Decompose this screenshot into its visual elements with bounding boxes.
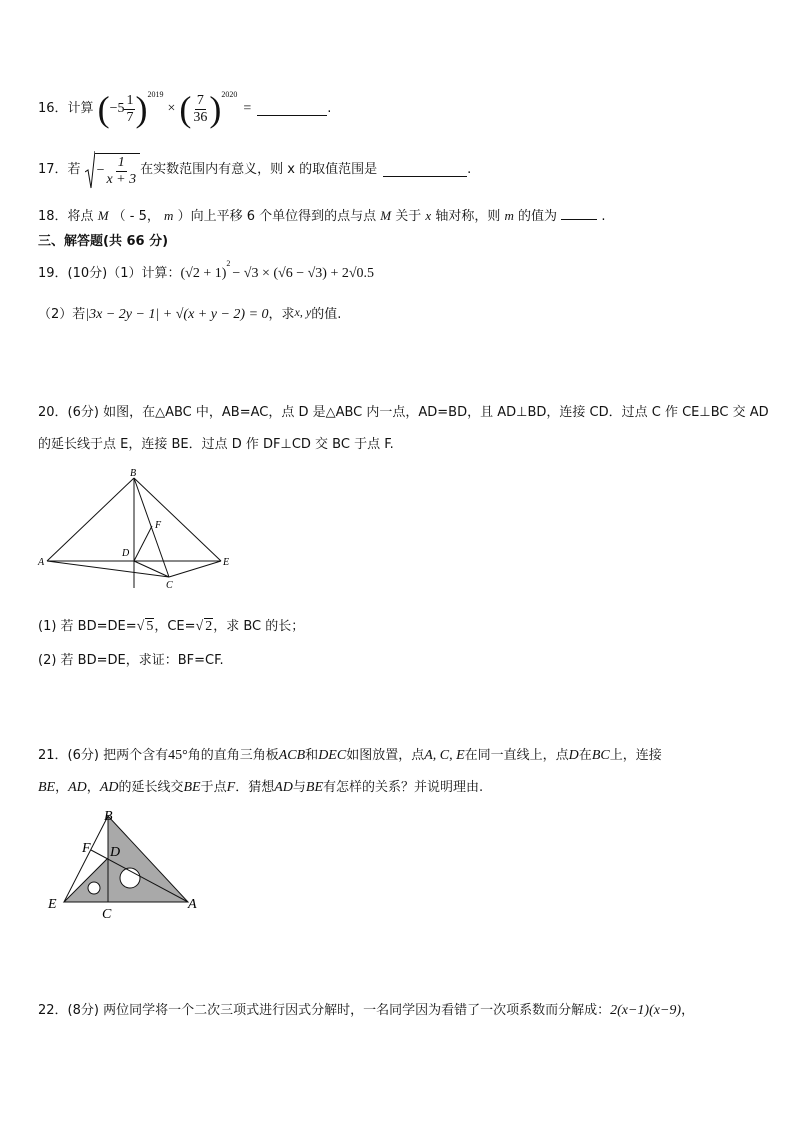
q17-number: 17．: [38, 162, 68, 177]
q20-subquestion-1: [38, 618, 304, 635]
q19-expr-b: − √3 × (√6 − √3) + 2√0.5: [232, 266, 375, 281]
q16-prefix: 计算: [67, 101, 94, 116]
q20-segment-df: [134, 526, 152, 561]
q20-sub1-a: (1) 若 BD=DE=: [38, 618, 137, 634]
q21-f: F: [226, 780, 236, 795]
q21-l1-a: 21．(6分) 把两个含有: [38, 748, 169, 763]
q21-triangle-dec: [64, 858, 108, 902]
q21-d: D: [568, 748, 579, 763]
q16-rparen1: ): [135, 89, 148, 129]
q18-text-a: 18．将点: [38, 209, 94, 224]
question-22: [38, 1003, 694, 1019]
q16-end: .: [327, 101, 332, 116]
q19-line2-prefix: （2）若: [38, 307, 86, 322]
q20-segment-ab: [47, 478, 134, 561]
q21-l1-f: 在: [578, 748, 592, 763]
q18-text-d: 关于: [395, 209, 422, 224]
q21-figure: [44, 806, 204, 922]
q18-answer-blank: [561, 207, 597, 220]
q21-label-f: F: [82, 841, 91, 856]
q21-dec: DEC: [318, 748, 347, 763]
q21-l1-c: 和: [305, 748, 319, 763]
q21-l1-b: 角的直角三角板: [187, 748, 279, 763]
q21-label-b: B: [104, 809, 113, 824]
q21-l1-e: 在同一直线上，点: [464, 748, 569, 763]
q20-segment-ce: [169, 561, 221, 577]
q22-end: ，: [681, 1003, 695, 1018]
q22-expression: 2(x−1)(x−9): [610, 1003, 682, 1018]
q19-expr-a: (√2 + 1): [180, 266, 227, 281]
q21-label-a: A: [188, 897, 197, 912]
q16-rparen2: ): [209, 89, 222, 129]
q21-bc: BC: [591, 748, 610, 763]
q21-be2: BE: [183, 780, 201, 795]
q16-times: ×: [167, 101, 176, 116]
q19-vars: x, y: [294, 305, 312, 319]
q18-text-c: ）向上平移 6 个单位得到的点与点: [177, 209, 377, 224]
q16-exponent-1: 2019: [147, 90, 164, 99]
q16-equals: =: [243, 101, 252, 116]
q17-answer-blank: [383, 164, 467, 177]
q16-answer-blank: [257, 103, 327, 116]
q20-figure: [34, 466, 234, 596]
q21-l1-d: 如图放置，点: [346, 748, 425, 763]
question-18: [38, 207, 605, 225]
q18-text-e: 轴对称，则: [435, 209, 501, 224]
q17-prefix: 若: [67, 162, 81, 177]
q20-sqrt-5: √ 5: [136, 619, 154, 634]
q16-number: 16．: [38, 101, 68, 116]
q17-minus: −: [96, 163, 105, 178]
q21-l2-e: 与: [292, 780, 306, 795]
question-17: [38, 150, 471, 190]
q18-text-b: （ - 5，: [112, 209, 160, 224]
question-16: [38, 88, 331, 130]
q18-var-m-2: m: [504, 208, 514, 223]
q16-lparen1: (: [97, 89, 110, 129]
q21-ace: A, C, E: [424, 748, 465, 763]
q21-l2-d: ．猜想: [235, 780, 275, 795]
question-21-line-2: [38, 780, 483, 796]
q21-be3: BE: [305, 780, 323, 795]
q18-point-m-2: M: [380, 208, 392, 223]
question-19-part-1: [38, 258, 374, 290]
q18-text-f: 的值为: [518, 209, 558, 224]
q20-sub1-c: ，求 BC 的长；: [213, 618, 305, 634]
q16-lparen2: (: [179, 89, 192, 129]
q19-line2-suffix-a: ，求: [268, 307, 295, 322]
q21-ad2: AD: [99, 780, 119, 795]
q20-label-d: D: [122, 548, 130, 559]
q20-label-b: B: [130, 468, 137, 479]
q16-fraction-2: $\frac{7}{36}$: [193, 92, 208, 125]
q16-term1: −5: [109, 101, 125, 116]
q20-label-a: A: [38, 557, 45, 568]
q21-comma2: ，: [86, 780, 100, 795]
q21-l1-g: 上，连接: [609, 748, 662, 763]
q20-subquestion-2: (2) 若 BD=DE，求证：BF=CF.: [38, 653, 224, 668]
q21-be: BE: [38, 780, 56, 795]
q17-end: .: [467, 162, 472, 177]
q21-label-c: C: [102, 907, 112, 922]
q18-end: .: [601, 209, 606, 224]
q19-line2-suffix-b: 的值.: [311, 307, 342, 322]
q17-radical-sign: [85, 150, 95, 190]
q17-radical: [85, 150, 141, 190]
q19-abs-expression: |3x − 2y − 1| + √(x + y − 2) = 0: [85, 307, 269, 322]
q21-ad3: AD: [274, 780, 293, 795]
q18-point-m: M: [97, 208, 109, 223]
q20-label-f: F: [155, 520, 162, 531]
q20-label-c: C: [166, 580, 173, 591]
q21-l2-c: 于点: [200, 780, 227, 795]
q19-line1-prefix: 19．(10分)（1）计算：: [38, 266, 181, 281]
section-3-title: 三、解答题(共 66 分): [38, 234, 169, 249]
q21-l2-b: 的延长线交: [118, 780, 184, 795]
question-20-line-1: 20．(6分) 如图，在△ABC 中，AB=AC，点 D 是△ABC 内一点，AD=BD，且 AD⊥BD，连接 CD．过点 C 作 CE⊥BC 交 AD: [38, 405, 769, 420]
q22-line1: 22．(8分) 两位同学将一个二次三项式进行因式分解时，一名同学因为看错了一次项系数而分解成：: [38, 1003, 611, 1018]
q20-sub1-b: ，CE=: [154, 618, 196, 634]
q17-mid: 在实数范围内有意义，则 x 的取值范围是: [140, 162, 378, 177]
q21-angle: 45°: [168, 748, 188, 763]
q17-fraction: $\frac{1}{x + 3}$: [106, 154, 137, 187]
question-21-line-1: [38, 748, 662, 764]
q16-exponent-2: 2020: [221, 90, 238, 99]
q21-acb: ACB: [278, 748, 306, 763]
q21-label-d: D: [110, 845, 121, 860]
q20-segment-be: [134, 478, 221, 561]
q20-sqrt-2: √ 2: [195, 619, 213, 634]
question-19-part-2: [38, 302, 341, 328]
q21-hole-small: [88, 882, 100, 894]
q21-label-e: E: [48, 897, 57, 912]
q16-fraction-1: $\frac{1}{7}$: [126, 92, 134, 125]
q19-expr-exponent: 2: [226, 259, 231, 268]
q20-label-e: E: [223, 557, 230, 568]
q21-l2-f: 有怎样的关系？并说明理由.: [323, 780, 484, 795]
q21-comma1: ，: [55, 780, 69, 795]
question-20-line-2: 的延长线于点 E，连接 BE．过点 D 作 DF⊥CD 交 BC 于点 F.: [38, 437, 394, 452]
q18-var-m: m: [164, 208, 174, 223]
q21-ad: AD: [68, 780, 87, 795]
q18-var-x: x: [425, 208, 432, 223]
